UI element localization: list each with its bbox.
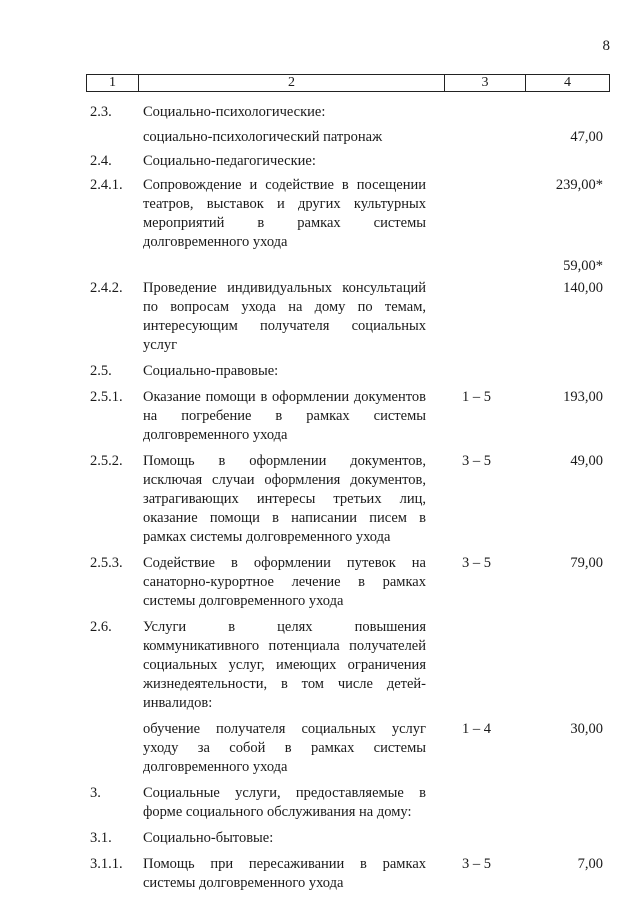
table-row	[0, 279, 640, 355]
row-price: 193,00	[563, 389, 603, 405]
row-price: 47,00	[570, 129, 603, 145]
service-rows	[0, 100, 640, 893]
column-header-table	[86, 74, 610, 92]
row-price: 79,00	[570, 555, 603, 571]
row-description: Помощь в оформлении документов, исключая случаи оформления документов, затрагивающих интересы третьих лиц, оказание помощи в написании писем в рамках системы долговременного ухода	[143, 453, 426, 545]
row-number: 2.4.2.	[90, 280, 123, 296]
row-number: 3.1.1.	[90, 856, 123, 872]
row-grade-range: 3 – 5	[462, 856, 491, 872]
header-col-2: 2	[139, 75, 445, 92]
row-description: Содействие в оформлении путевок на санаторно-курортное лечение в рамках системы долговременного ухода	[143, 555, 426, 609]
row-number: 3.1.	[90, 830, 112, 846]
row-grade-range: 1 – 5	[462, 389, 491, 405]
table-row	[0, 257, 640, 276]
table-row	[0, 362, 640, 381]
table-row	[0, 452, 640, 547]
table-row	[0, 388, 640, 445]
table-row	[0, 784, 640, 822]
table-row	[0, 554, 640, 611]
row-number: 2.5.3.	[90, 555, 123, 571]
row-number: 2.6.	[90, 619, 112, 635]
table-row	[0, 176, 640, 252]
row-description: обучение получателя социальных услуг уходу за собой в рамках системы долговременного ухода	[143, 721, 426, 775]
row-grade-range: 3 – 5	[462, 555, 491, 571]
page-number: 8	[602, 38, 610, 54]
row-grade-range: 3 – 5	[462, 453, 491, 469]
row-price: 140,00	[563, 280, 603, 296]
row-description: Сопровождение и содействие в посещении театров, выставок и других культурных мероприятий в рамках системы долговременного ухода	[143, 177, 426, 250]
row-description: Социально-психологические:	[143, 104, 326, 120]
row-description: Услуги в целях повышения коммуникативного потенциала получателей социальных услуг, имеющих ограничения жизнедеятельности, в том числе детей-инвалидов:	[143, 619, 426, 711]
row-price: 239,00*	[555, 177, 603, 193]
row-price: 59,00*	[563, 258, 603, 274]
row-description: Помощь при пересаживании в рамках системы долговременного ухода	[143, 856, 426, 891]
row-description: Социально-правовые:	[143, 363, 279, 379]
table-row	[0, 128, 640, 147]
table-row	[0, 618, 640, 713]
row-number: 2.5.2.	[90, 453, 123, 469]
header-col-1: 1	[87, 75, 139, 92]
row-number: 2.5.	[90, 363, 112, 379]
row-number: 2.3.	[90, 104, 112, 120]
row-price: 49,00	[570, 453, 603, 469]
row-number: 3.	[90, 785, 101, 801]
table-row	[0, 720, 640, 777]
row-description: Социальные услуги, предоставляемые в форме социального обслуживания на дому:	[143, 785, 426, 820]
row-price: 30,00	[570, 721, 603, 737]
row-number: 2.5.1.	[90, 389, 123, 405]
row-description: Оказание помощи в оформлении документов на погребение в рамках системы долговременного ухода	[143, 389, 426, 443]
row-description: Проведение индивидуальных консультаций по вопросам ухода на дому по темам, интересующим получателя социальных услуг	[143, 280, 426, 353]
row-description: Социально-бытовые:	[143, 830, 274, 846]
header-col-4: 4	[526, 75, 610, 92]
table-row	[0, 829, 640, 848]
table-row	[0, 103, 640, 122]
row-number: 2.4.1.	[90, 177, 123, 193]
row-description: социально-психологический патронаж	[143, 129, 383, 145]
row-grade-range: 1 – 4	[462, 721, 491, 737]
table-row	[0, 855, 640, 893]
row-description: Социально-педагогические:	[143, 153, 316, 169]
table-row	[0, 152, 640, 171]
header-col-3: 3	[445, 75, 526, 92]
row-price: 7,00	[577, 856, 603, 872]
row-number: 2.4.	[90, 153, 112, 169]
